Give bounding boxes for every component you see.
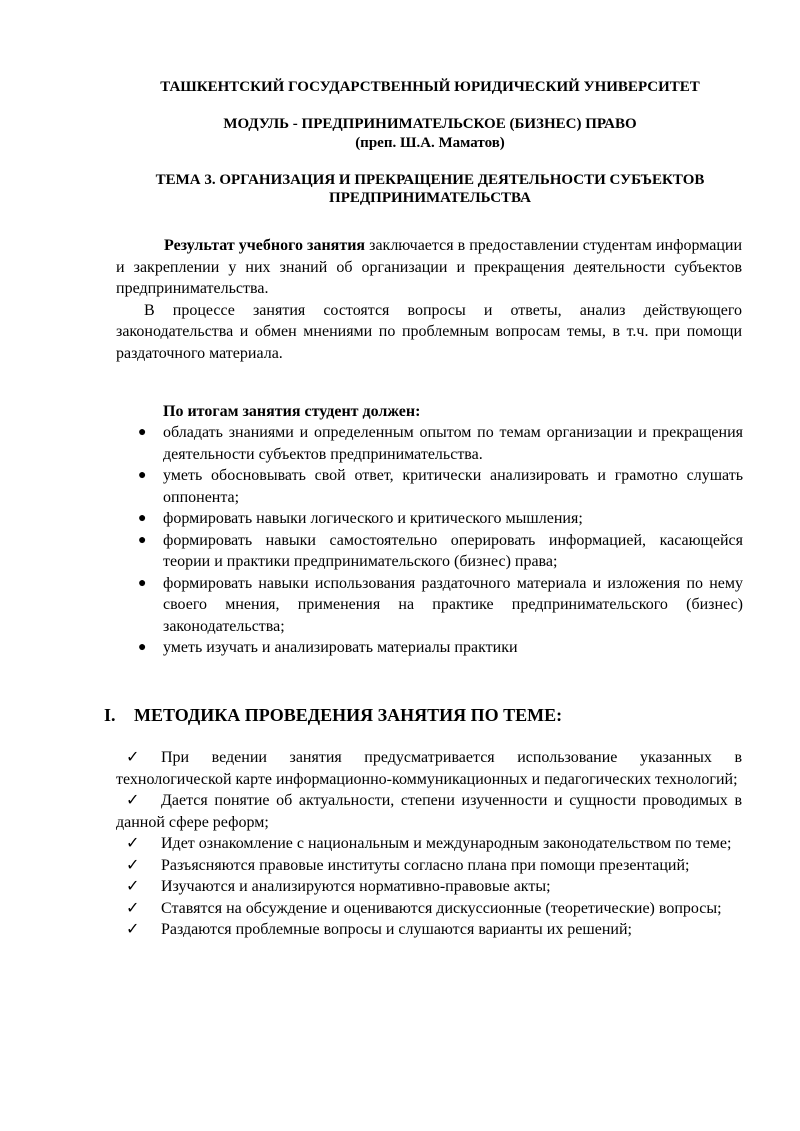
bullet-icon: ● bbox=[138, 468, 147, 483]
checkmark-icon: ✓ bbox=[126, 749, 140, 766]
methodology-list bbox=[116, 747, 742, 941]
checkmark-icon: ✓ bbox=[126, 856, 140, 874]
intro-lead: Результат учебного занятия bbox=[164, 237, 366, 254]
topic-title-line1: ТЕМА 3. ОРГАНИЗАЦИЯ И ПРЕКРАЩЕНИЕ ДЕЯТЕЛЬНОСТИ СУБЪЕКТОВ bbox=[155, 172, 705, 188]
bullet-icon: ● bbox=[138, 532, 147, 548]
outcomes-title: По итогам занятия студент должен: bbox=[163, 403, 421, 420]
list-item: ● формировать навыки логического и критического мышления; bbox=[163, 508, 743, 530]
list-item: ● уметь обосновывать свой ответ, критически анализировать и грамотно слушать оппонента; bbox=[138, 467, 743, 506]
module-title: МОДУЛЬ - ПРЕДПРИНИМАТЕЛЬСКОЕ (БИЗНЕС) ПРАВО bbox=[223, 116, 637, 132]
list-item: ● уметь изучать и анализировать материалы практики bbox=[163, 637, 743, 659]
bullet-icon: ● bbox=[138, 511, 147, 526]
list-item: ✓ Раздаются проблемные вопросы и слушаются варианты их решений; bbox=[116, 919, 742, 941]
list-item: ✓ Изучаются и анализируются нормативно-правовые акты; bbox=[116, 876, 742, 898]
bullet-icon: ● bbox=[138, 640, 147, 655]
section-heading bbox=[104, 703, 562, 727]
list-item: ● формировать навыки самостоятельно оперировать информацией, касающейся теории и практики предпринимательского (бизнес) права; bbox=[138, 531, 743, 570]
checkmark-icon: ✓ bbox=[126, 899, 140, 917]
list-item: ✓ Разъясняются правовые институты согласно плана при помощи презентаций; bbox=[116, 855, 742, 877]
section-title: МЕТОДИКА ПРОВЕДЕНИЯ ЗАНЯТИЯ ПО ТЕМЕ: bbox=[134, 705, 563, 725]
list-item: ● формировать навыки использования раздаточного материала и изложения по нему своего мнения, применения на практике предпринимательского (бизнес) законодательства; bbox=[138, 574, 743, 635]
section-number: I. bbox=[104, 705, 116, 725]
checkmark-icon: ✓ bbox=[126, 835, 140, 852]
checkmark-icon: ✓ bbox=[126, 792, 140, 809]
checkmark-icon: ✓ bbox=[126, 878, 140, 895]
list-item: ✓ Ставятся на обсуждение и оцениваются дискуссионные (теоретические) вопросы; bbox=[116, 898, 742, 920]
list-item: ✓ Дается понятие об актуальности, степени изученности и сущности проводимых в данной сфере реформ; bbox=[116, 792, 742, 831]
university-title: ТАШКЕНТСКИЙ ГОСУДАРСТВЕННЫЙ ЮРИДИЧЕСКИЙ УНИВЕРСИТЕТ bbox=[160, 79, 700, 95]
intro-paragraph-2: В процессе занятия состоятся вопросы и ответы, анализ действующего законодательства и обмен мнениями по проблемным вопросам темы, в т.ч. при помощи раздаточного материала. bbox=[116, 301, 742, 362]
teacher-line: (преп. Ш.А. Маматов) bbox=[355, 135, 505, 151]
topic-title-line2: ПРЕДПРИНИМАТЕЛЬСТВА bbox=[329, 190, 531, 206]
list-item: ● обладать знаниями и определенным опытом по темам организации и прекращения деятельности субъектов предпринимательства. bbox=[138, 424, 743, 463]
checkmark-icon: ✓ bbox=[126, 921, 140, 938]
intro-paragraph-1 bbox=[116, 235, 742, 300]
intro-p1-text: заключается в предоставлении студентам информации и закреплении у них знаний об организации и прекращения деятельности субъектов предпринимательства. bbox=[116, 237, 742, 297]
list-item: ✓ При ведении занятия предусматривается использование указанных в технологической карте информационно-коммуникационных и педагогических технологий; bbox=[116, 749, 742, 788]
bullet-icon: ● bbox=[138, 575, 147, 591]
intro-section bbox=[116, 235, 742, 364]
outcomes-list bbox=[138, 422, 743, 659]
list-item: ✓ Идет ознакомление с национальным и международным законодательством по теме; bbox=[116, 833, 742, 855]
bullet-icon: ● bbox=[138, 425, 147, 440]
